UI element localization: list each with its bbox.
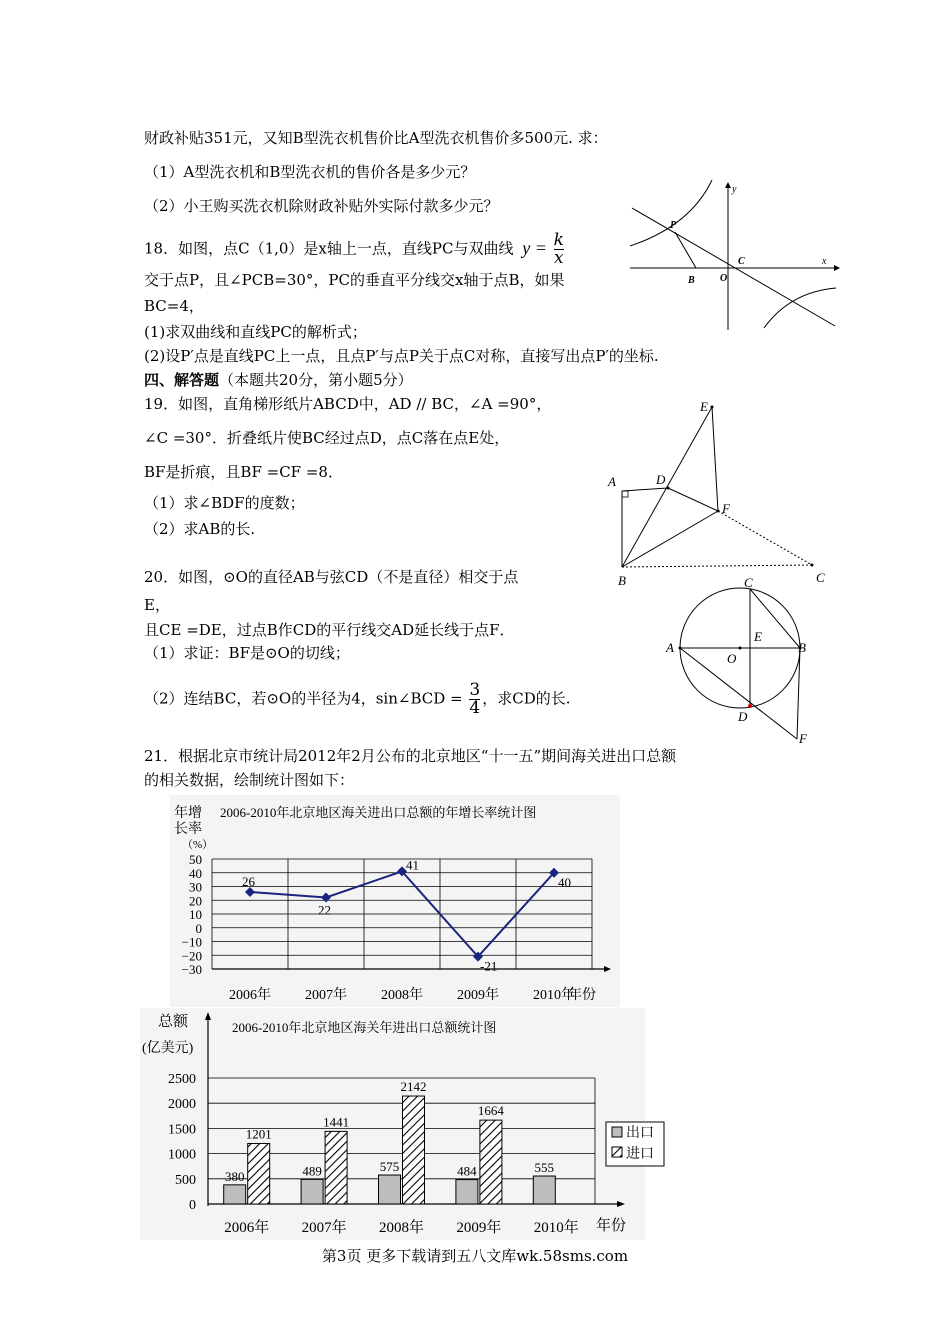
fig18-label-x: x xyxy=(822,256,827,267)
fig19-point-e xyxy=(711,406,714,409)
chart2-bar-import xyxy=(480,1120,502,1204)
chart1-ylabel-unit: （%） xyxy=(182,839,214,851)
chart2-xtick-label: 2007年 xyxy=(301,1220,347,1236)
chart2-bar-export xyxy=(533,1176,555,1204)
chart1-xlabel: 年份 xyxy=(568,988,596,1003)
chart2-legend-export: 出口 xyxy=(626,1126,654,1141)
fig19-label-c: C xyxy=(816,570,825,585)
chart2-label-export: 489 xyxy=(302,1163,322,1179)
section-4-note: （本题共20分，第小题5分） xyxy=(219,371,413,389)
page-footer: 第3页 更多下载请到五八文库wk.58sms.com xyxy=(321,1247,629,1265)
chart2-bar-import xyxy=(325,1131,347,1204)
chart2-title: 2006-2010年北京地区海关年进出口总额统计图 xyxy=(232,1020,497,1035)
fig20-label-f: F xyxy=(799,731,807,746)
chart1-xtick-label: 2007年 xyxy=(305,988,347,1003)
q18-line-2: 交于点P，且∠PCB=30°，PC的垂直平分线交x轴于点B，如果 xyxy=(144,271,565,289)
chart2-ytick-label: 2500 xyxy=(168,1072,196,1087)
chart1-data-label: 26 xyxy=(242,874,255,889)
q18-frac-den: x xyxy=(554,248,564,268)
fig19-point-d xyxy=(667,487,670,490)
q20-line-1: 20．如图，⊙O的直径AB与弦CD（不是直径）相交于点 xyxy=(144,568,519,586)
fig19-trapezoid-diagram xyxy=(600,395,840,590)
q21-line-1: 21．根据北京市统计局2012年2月公布的北京地区“十一五”期间海关进出口总额 xyxy=(144,747,677,765)
trade-total-bar-chart xyxy=(140,1008,654,1240)
chart1-background xyxy=(170,795,620,1007)
chart2-legend xyxy=(606,1122,664,1166)
fig19-line-bc xyxy=(622,565,812,567)
chart2-label-export: 555 xyxy=(534,1160,555,1176)
fig19-label-f: F xyxy=(722,501,730,516)
chart2-ytick-label: 500 xyxy=(175,1172,196,1188)
chart1-ylabel-line2: 长率 xyxy=(174,822,202,837)
chart2-background xyxy=(140,1008,645,1240)
chart2-bar-import xyxy=(248,1143,270,1204)
section-4-heading xyxy=(144,370,413,390)
fig18-line-pc xyxy=(632,208,835,326)
fig18-hyperbola-branch-1 xyxy=(630,180,712,246)
chart2-xtick-label: 2009年 xyxy=(456,1220,502,1236)
chart1-data-label: 40 xyxy=(558,874,571,890)
chart2-ylabel-line1: 总额 xyxy=(158,1014,189,1030)
q19-part-2: （2）求AB的长. xyxy=(144,520,256,538)
chart2-label-import: 1664 xyxy=(477,1103,504,1119)
fig20-label-a: A xyxy=(666,640,674,655)
q20-part-2 xyxy=(144,682,571,717)
q20-part-2-tail: ，求CD的长. xyxy=(482,689,571,708)
fig19-label-d: D xyxy=(656,472,666,487)
fig19-line-df xyxy=(668,488,718,511)
fig19-point-c xyxy=(811,564,814,567)
chart2-label-import: 1441 xyxy=(323,1114,350,1130)
chart1-ylabel-line1: 年增 xyxy=(174,806,202,821)
q18-part-1: (1)求双曲线和直线PC的解析式； xyxy=(144,323,367,341)
chart1-ytick-label: 0 xyxy=(195,920,202,936)
chart2-ylabel-line2: (亿美元) xyxy=(142,1041,194,1056)
chart2-label-export: 380 xyxy=(224,1168,245,1184)
growth-rate-line-chart xyxy=(170,795,620,1007)
fig20-label-d: D xyxy=(738,709,748,724)
fig19-side-ad xyxy=(622,488,668,491)
fig20-label-b: B xyxy=(798,640,806,655)
q18-y-eq: y = xyxy=(522,237,547,258)
fig18-label-y: y xyxy=(732,184,737,195)
q19-line-2: ∠C =30°．折叠纸片使BC经过点D，点C落在点E处， xyxy=(144,429,510,447)
fig20-point-a xyxy=(679,647,682,650)
chart2-bar-export xyxy=(379,1175,401,1204)
chart2-label-export: 484 xyxy=(457,1163,477,1179)
chart2-xtick-label: 2008年 xyxy=(378,1220,425,1236)
chart1-ytick-label: 10 xyxy=(189,907,202,922)
section-4-title: 四、解答题 xyxy=(144,371,220,389)
q18-fraction xyxy=(554,232,564,267)
text-line-2: （1）A型洗衣机和B型洗衣机的售价各是多少元？ xyxy=(144,163,476,181)
fig18-label-c: C xyxy=(738,256,745,267)
fig19-line-ef xyxy=(712,407,718,511)
chart1-ytick-label: −30 xyxy=(181,962,202,977)
chart1-xtick-label: 2009年 xyxy=(457,988,499,1003)
chart1-data-label: 22 xyxy=(318,902,331,918)
chart1-title: 2006-2010年北京地区海关进出口总额的年增长率统计图 xyxy=(220,805,537,820)
text-line-1: 财政补贴351元，又知B型洗衣机售价比A型洗衣机售价多500元. 求： xyxy=(144,129,608,147)
chart2-legend-swatch-import xyxy=(612,1147,622,1157)
chart2-xtick-label: 2010年 xyxy=(533,1220,579,1236)
chart1-xtick-label: 2010年 xyxy=(533,988,575,1003)
chart2-legend-import: 进口 xyxy=(626,1147,654,1162)
q21-line-2: 的相关数据，绘制统计图如下： xyxy=(144,771,355,789)
fig18-y-arrow xyxy=(725,182,731,188)
q20-frac-num: 3 xyxy=(469,680,481,700)
text-line-3: （2）小王购买洗衣机除财政补贴外实际付款多少元？ xyxy=(144,197,499,215)
chart1-ytick-label: 30 xyxy=(189,879,202,895)
chart2-label-export: 575 xyxy=(379,1159,400,1175)
q19-part-1: （1）求∠BDF的度数； xyxy=(144,494,305,512)
fig18-x-arrow xyxy=(834,265,840,271)
chart2-ytick-label: 1000 xyxy=(168,1147,196,1163)
chart2-bar-export xyxy=(224,1185,246,1204)
q18-stem xyxy=(144,232,566,267)
chart1-ytick-label: 40 xyxy=(189,865,202,881)
q20-part-1: （1）求证：BF是⊙O的切线； xyxy=(144,644,350,662)
chart1-ytick-label: −20 xyxy=(181,948,202,964)
fig20-label-e: E xyxy=(754,629,762,644)
q19-line-3: BF是折痕，且BF =CF =8． xyxy=(144,463,343,481)
fig18-hyperbola-branch-2 xyxy=(764,288,836,328)
chart2-xtick-label: 2006年 xyxy=(224,1220,270,1236)
fig18-label-b: B xyxy=(688,275,695,286)
q20-line-2: E， xyxy=(144,596,170,614)
chart2-bar-export xyxy=(301,1179,323,1204)
fig19-label-a: A xyxy=(608,474,616,489)
fig18-line-pb xyxy=(675,232,696,268)
chart2-xlabel: 年份 xyxy=(596,1218,627,1234)
fig19-label-b: B xyxy=(618,573,626,588)
fig19-line-fc xyxy=(718,511,812,565)
q20-line-3: 且CE =DE，过点B作CD的平行线交AD延长线于点F． xyxy=(144,621,515,639)
q20-fraction xyxy=(469,682,480,717)
chart1-xtick-label: 2008年 xyxy=(381,988,423,1003)
fig19-line-bf xyxy=(622,511,718,567)
q18-line-3: BC=4， xyxy=(144,297,204,315)
fig18-label-p: P xyxy=(670,220,677,231)
fig18-hyperbola-diagram xyxy=(630,180,840,330)
chart1-ytick-label: −10 xyxy=(181,934,202,950)
fig20-circle-diagram xyxy=(660,575,820,750)
chart2-ytick-label: 1500 xyxy=(168,1122,196,1138)
q18-frac-num: k xyxy=(553,230,564,250)
q19-line-1: 19．如图，直角梯形纸片ABCD中，AD // BC，∠A =90°， xyxy=(144,395,552,413)
q18-text: 18．如图，点C（1,0）是x轴上一点，直线PC与双曲线 xyxy=(144,239,514,258)
chart1-data-label: 41 xyxy=(406,857,419,873)
chart1-ytick-label: 20 xyxy=(189,893,202,909)
chart1-data-label: -21 xyxy=(480,958,498,974)
chart2-legend-swatch-export xyxy=(612,1127,622,1137)
fig19-label-e: E xyxy=(700,399,708,414)
fig20-point-o xyxy=(739,647,742,650)
q20-part-2-text: （2）连结BC，若⊙O的半径为4，sin∠BCD = xyxy=(144,689,463,708)
chart2-ytick-label: 0 xyxy=(189,1198,196,1213)
chart2-label-import: 2142 xyxy=(400,1079,427,1095)
chart2-bar-import xyxy=(403,1096,425,1204)
fig20-label-c: C xyxy=(744,575,753,590)
chart2-bar-export xyxy=(456,1180,478,1204)
chart2-label-import: 1201 xyxy=(245,1126,272,1142)
fig18-label-o: O xyxy=(720,273,728,284)
fig19-point-f xyxy=(717,510,720,513)
fig20-point-d xyxy=(748,704,752,708)
fig20-label-o: O xyxy=(727,651,737,666)
q20-frac-den: 4 xyxy=(469,698,481,718)
chart2-ytick-label: 2000 xyxy=(168,1097,196,1113)
chart1-ytick-label: 50 xyxy=(189,852,202,867)
q18-part-2: (2)设P′点是直线PC上一点，且点P′与点P关于点C对称，直接写出点P′的坐标. xyxy=(144,347,659,365)
chart1-xtick-label: 2006年 xyxy=(229,988,271,1003)
fig19-right-angle xyxy=(622,491,628,497)
